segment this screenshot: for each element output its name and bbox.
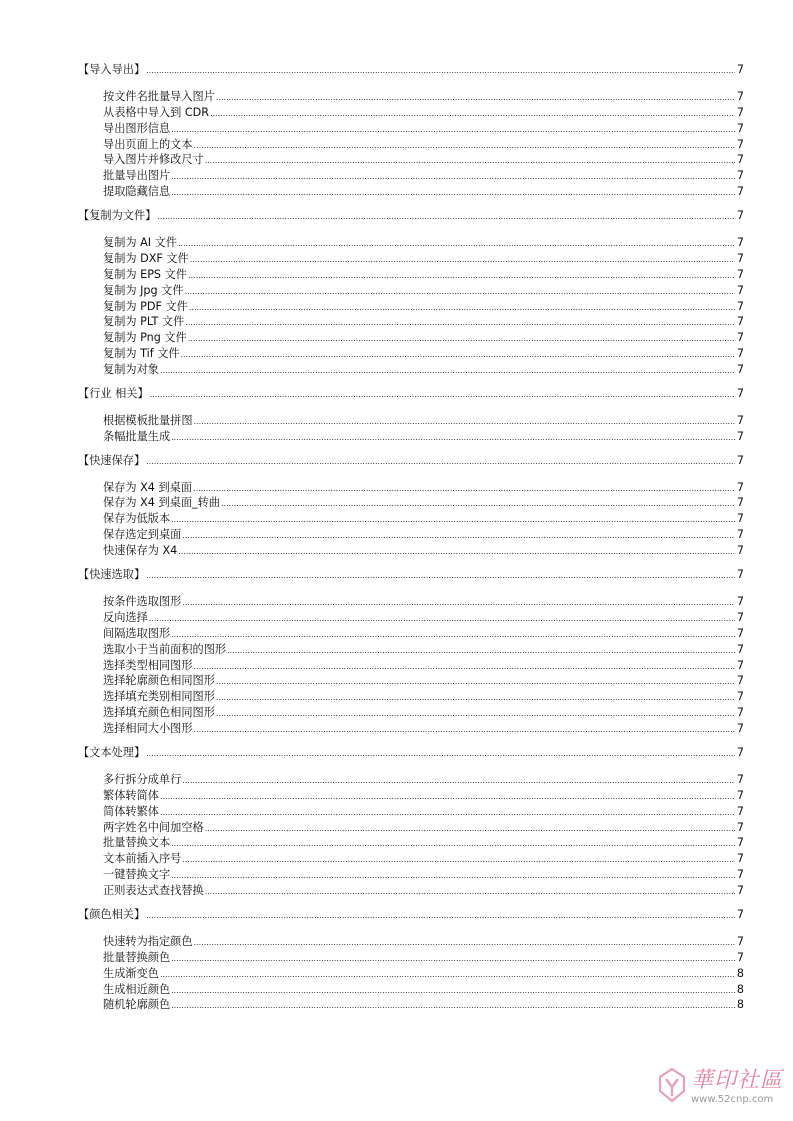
toc-page-number: 7 xyxy=(736,610,744,624)
toc-page-number: 7 xyxy=(736,820,744,834)
toc-entry[interactable] xyxy=(78,851,744,867)
toc-entry[interactable] xyxy=(78,168,744,184)
toc-page-number: 7 xyxy=(736,185,744,199)
toc-page-number: 7 xyxy=(736,594,744,608)
toc-page-number: 7 xyxy=(736,363,744,377)
toc-page-number: 7 xyxy=(736,453,744,467)
toc-entry-title: 复制为 EPS 文件 xyxy=(103,267,187,281)
toc-section-heading[interactable] xyxy=(78,907,744,923)
toc-entry[interactable] xyxy=(78,966,744,982)
toc-page-number: 7 xyxy=(736,706,744,720)
toc-page-number: 7 xyxy=(736,884,744,898)
dot-leader xyxy=(188,267,735,284)
toc-entry[interactable] xyxy=(78,362,744,378)
watermark-url: www.52cnp.com xyxy=(691,1094,774,1105)
toc-section-title: 【快速选取】 xyxy=(78,568,146,582)
toc-entry-title: 选择相同大小图形 xyxy=(103,722,193,736)
toc-page-number: 7 xyxy=(736,299,744,313)
toc-page-number: 7 xyxy=(736,283,744,297)
toc-page-number: 7 xyxy=(736,63,744,76)
toc-entry-title: 快速转为指定颜色 xyxy=(103,934,193,948)
toc-entry-title: 选择填充类别相同图形 xyxy=(103,690,215,704)
toc-page-number: 7 xyxy=(736,804,744,818)
dot-leader xyxy=(171,168,735,185)
toc-entry[interactable] xyxy=(78,658,744,674)
toc-page-number: 7 xyxy=(736,690,744,704)
toc-page-number: 7 xyxy=(736,347,744,361)
toc-entry[interactable] xyxy=(78,950,744,966)
dot-leader xyxy=(182,527,735,544)
toc-page-number: 7 xyxy=(736,209,744,223)
toc-entry[interactable] xyxy=(78,330,744,346)
dot-leader xyxy=(171,835,735,852)
toc-page-number: 7 xyxy=(736,105,744,119)
dot-leader xyxy=(157,208,735,225)
dot-leader xyxy=(194,721,735,738)
toc-entry[interactable] xyxy=(78,772,744,788)
toc-entry-title: 一键替换文字 xyxy=(103,868,171,882)
dot-leader xyxy=(171,184,735,201)
toc-section-title: 【导入导出】 xyxy=(78,63,146,76)
toc-page-number: 7 xyxy=(736,852,744,866)
toc-section-title: 【快速保存】 xyxy=(78,453,146,467)
toc-entry-title: 复制为 PLT 文件 xyxy=(103,315,185,329)
dot-leader xyxy=(216,89,735,106)
toc-page-number: 7 xyxy=(736,413,744,427)
dot-leader xyxy=(146,745,735,762)
toc-section xyxy=(78,745,744,899)
toc-section xyxy=(78,567,744,737)
toc-entry[interactable] xyxy=(78,283,744,299)
toc-entry-title: 选择轮廓颜色相同图形 xyxy=(103,674,215,688)
dot-leader xyxy=(216,689,735,706)
dot-leader xyxy=(171,997,735,1014)
toc-page-number: 7 xyxy=(736,568,744,582)
toc-page-number: 7 xyxy=(736,907,744,921)
toc-page-number: 7 xyxy=(736,480,744,494)
toc-page-number: 7 xyxy=(736,544,744,558)
dot-leader xyxy=(160,804,735,821)
toc-page-number: 7 xyxy=(736,315,744,329)
toc-entry-title: 复制为对象 xyxy=(103,363,159,377)
toc-page-number: 7 xyxy=(736,788,744,802)
dot-leader xyxy=(194,137,735,154)
toc-entry[interactable] xyxy=(78,152,744,168)
toc-page-number: 8 xyxy=(736,966,744,980)
toc-entry[interactable] xyxy=(78,820,744,836)
toc-entry-title: 选择类型相同图形 xyxy=(103,658,193,672)
toc-page-number: 8 xyxy=(736,998,744,1012)
toc-page-number: 7 xyxy=(736,528,744,542)
toc-entry-title: 生成渐变色 xyxy=(103,966,159,980)
toc-entry[interactable] xyxy=(78,429,744,445)
toc-entry[interactable] xyxy=(78,721,744,737)
toc-section xyxy=(78,62,744,200)
dot-leader xyxy=(194,658,735,675)
dot-leader xyxy=(160,788,735,805)
toc-section-heading[interactable] xyxy=(78,453,744,469)
toc-entry[interactable] xyxy=(78,610,744,626)
toc-section-heading[interactable] xyxy=(78,386,744,402)
toc-entry[interactable] xyxy=(78,299,744,315)
toc-entry-title: 根据模板批量拼图 xyxy=(103,413,193,427)
toc-entry[interactable] xyxy=(78,642,744,658)
toc-entry-title: 导入图片并修改尺寸 xyxy=(103,153,204,167)
toc-section-title: 【复制为文件】 xyxy=(78,209,157,223)
dot-leader xyxy=(189,299,735,316)
toc-entry-title: 文本前插入序号 xyxy=(103,852,182,866)
toc-section xyxy=(78,907,744,1013)
dot-leader xyxy=(216,705,735,722)
toc-entry-title: 复制为 Tif 文件 xyxy=(103,347,180,361)
dot-leader xyxy=(146,62,735,79)
toc-entry-title: 按条件选取图形 xyxy=(103,594,182,608)
toc-entry[interactable] xyxy=(78,346,744,362)
toc-entry-title: 保存选定到桌面 xyxy=(103,528,182,542)
toc-entry-title: 简体转繁体 xyxy=(103,804,159,818)
toc-entry-title: 复制为 PDF 文件 xyxy=(103,299,188,313)
site-watermark xyxy=(657,1063,787,1113)
toc-entry[interactable] xyxy=(78,689,744,705)
toc-entry[interactable] xyxy=(78,314,744,330)
dot-leader xyxy=(171,867,735,884)
dot-leader xyxy=(171,429,735,446)
dot-leader xyxy=(178,235,735,252)
toc-page-number: 7 xyxy=(736,745,744,759)
toc-page-number: 7 xyxy=(736,950,744,964)
toc-entry[interactable] xyxy=(78,982,744,998)
dot-leader xyxy=(178,543,735,560)
toc-page-number: 7 xyxy=(736,934,744,948)
toc-entry-title: 批量导出图片 xyxy=(103,169,171,183)
dot-leader xyxy=(185,283,735,300)
toc-entry-title: 快速保存为 X4 xyxy=(103,544,178,558)
toc-entry[interactable] xyxy=(78,184,744,200)
dot-leader xyxy=(146,907,735,924)
toc-entry-title: 选取小于当前面积的图形 xyxy=(103,642,227,656)
dot-leader xyxy=(194,934,735,951)
toc-section-heading[interactable] xyxy=(78,208,744,224)
toc-entry-title: 两字姓名中间加空格 xyxy=(103,820,204,834)
toc-entry[interactable] xyxy=(78,137,744,153)
toc-entry[interactable] xyxy=(78,527,744,543)
toc-entry[interactable] xyxy=(78,997,744,1013)
dot-leader xyxy=(193,480,735,497)
toc-entry-title: 复制为 Jpg 文件 xyxy=(103,283,184,297)
dot-leader xyxy=(194,413,735,430)
toc-page-number: 7 xyxy=(736,868,744,882)
dot-leader xyxy=(171,626,735,643)
toc-entry-title: 保存为 X4 到桌面_转曲 xyxy=(103,496,220,510)
toc-page-number: 7 xyxy=(736,89,744,103)
dot-leader xyxy=(171,511,735,528)
toc-section-heading[interactable] xyxy=(78,745,744,761)
toc-entry[interactable] xyxy=(78,867,744,883)
toc-entry-title: 导出图形信息 xyxy=(103,121,171,135)
toc-page-number: 7 xyxy=(736,836,744,850)
toc-section xyxy=(78,208,744,378)
toc-entry-title: 提取隐藏信息 xyxy=(103,185,171,199)
toc-entry-title: 间隔选取图形 xyxy=(103,626,171,640)
toc-entry-title: 批量替换颜色 xyxy=(103,950,171,964)
dot-leader xyxy=(205,820,735,837)
toc-entry[interactable] xyxy=(78,413,744,429)
toc-page-number: 7 xyxy=(736,642,744,656)
toc-entry-title: 选择填充颜色相同图形 xyxy=(103,706,215,720)
toc-entry[interactable] xyxy=(78,480,744,496)
toc-page-number: 7 xyxy=(736,772,744,786)
toc-entry[interactable] xyxy=(78,251,744,267)
dot-leader xyxy=(171,982,735,999)
toc-entry-title: 复制为 DXF 文件 xyxy=(103,251,189,265)
toc-entry[interactable] xyxy=(78,883,744,899)
toc-entry-title: 正则表达式查找替换 xyxy=(103,884,204,898)
toc-entry[interactable] xyxy=(78,673,744,689)
toc-entry-title: 批量替换文本 xyxy=(103,836,171,850)
toc-entry-title: 按文件名批量导入图片 xyxy=(103,89,215,103)
toc-page-number: 7 xyxy=(736,137,744,151)
dot-leader xyxy=(205,152,735,169)
table-of-contents xyxy=(78,62,744,1021)
toc-entry-title: 多行拆分成单行 xyxy=(103,772,182,786)
toc-entry[interactable] xyxy=(78,835,744,851)
toc-entry-title: 保存为 X4 到桌面 xyxy=(103,480,193,494)
dot-leader xyxy=(160,362,735,379)
dot-leader xyxy=(150,386,735,403)
toc-entry[interactable] xyxy=(78,934,744,950)
toc-entry-title: 复制为 Png 文件 xyxy=(103,331,187,345)
toc-entry-title: 繁体转简体 xyxy=(103,788,159,802)
dot-leader xyxy=(182,772,735,789)
52cnp-logo-icon xyxy=(657,1067,687,1103)
toc-page-number: 7 xyxy=(736,236,744,250)
toc-section xyxy=(78,386,744,445)
toc-page-number: 8 xyxy=(736,982,744,996)
dot-leader xyxy=(181,346,735,363)
toc-entry-title: 随机轮廓颜色 xyxy=(103,998,171,1012)
toc-section-title: 【行业 相关】 xyxy=(78,387,149,401)
toc-entry-title: 条幅批量生成 xyxy=(103,429,171,443)
toc-entry-title: 复制为 AI 文件 xyxy=(103,236,178,250)
toc-section-title: 【文本处理】 xyxy=(78,745,146,759)
toc-entry-title: 保存为低版本 xyxy=(103,512,171,526)
toc-entry-title: 导出页面上的文本 xyxy=(103,137,193,151)
toc-page-number: 7 xyxy=(736,674,744,688)
dot-leader xyxy=(160,966,735,983)
toc-page-number: 7 xyxy=(736,512,744,526)
toc-entry[interactable] xyxy=(78,121,744,137)
dot-leader xyxy=(171,121,735,138)
toc-entry[interactable] xyxy=(78,804,744,820)
dot-leader xyxy=(182,851,735,868)
toc-section-title: 【颜色相关】 xyxy=(78,907,146,921)
dot-leader xyxy=(149,610,735,627)
dot-leader xyxy=(205,883,735,900)
toc-page-number: 7 xyxy=(736,626,744,640)
toc-entry-title: 反向选择 xyxy=(103,610,148,624)
toc-entry[interactable] xyxy=(78,705,744,721)
toc-entry-title: 生成相近颜色 xyxy=(103,982,171,996)
toc-entry[interactable] xyxy=(78,105,744,121)
toc-page-number: 7 xyxy=(736,722,744,736)
toc-page-number: 7 xyxy=(736,429,744,443)
dot-leader xyxy=(216,673,735,690)
toc-entry[interactable] xyxy=(78,626,744,642)
dot-leader xyxy=(185,314,735,331)
toc-entry[interactable] xyxy=(78,788,744,804)
toc-entry[interactable] xyxy=(78,495,744,511)
toc-page-number: 7 xyxy=(736,169,744,183)
dot-leader xyxy=(182,594,735,611)
toc-page-number: 7 xyxy=(736,496,744,510)
toc-page-number: 7 xyxy=(736,387,744,401)
toc-section-heading[interactable] xyxy=(78,62,744,78)
dot-leader xyxy=(210,105,735,122)
toc-entry[interactable] xyxy=(78,594,744,610)
toc-entry[interactable] xyxy=(78,89,744,105)
toc-page-number: 7 xyxy=(736,658,744,672)
dot-leader xyxy=(146,453,735,470)
toc-page-number: 7 xyxy=(736,251,744,265)
toc-page-number: 7 xyxy=(736,153,744,167)
watermark-title: 華印社區 xyxy=(691,1068,784,1093)
toc-entry[interactable] xyxy=(78,543,744,559)
dot-leader xyxy=(146,567,735,584)
toc-page-number: 7 xyxy=(736,267,744,281)
toc-page-number: 7 xyxy=(736,121,744,135)
toc-entry[interactable] xyxy=(78,235,744,251)
dot-leader xyxy=(171,950,735,967)
dot-leader xyxy=(188,330,735,347)
toc-entry[interactable] xyxy=(78,267,744,283)
toc-section-heading[interactable] xyxy=(78,567,744,583)
toc-section xyxy=(78,453,744,559)
toc-entry-title: 从表格中导入到 CDR xyxy=(103,105,210,119)
dot-leader xyxy=(221,495,735,512)
toc-page-number: 7 xyxy=(736,331,744,345)
dot-leader xyxy=(190,251,735,268)
dot-leader xyxy=(227,642,735,659)
toc-entry[interactable] xyxy=(78,511,744,527)
